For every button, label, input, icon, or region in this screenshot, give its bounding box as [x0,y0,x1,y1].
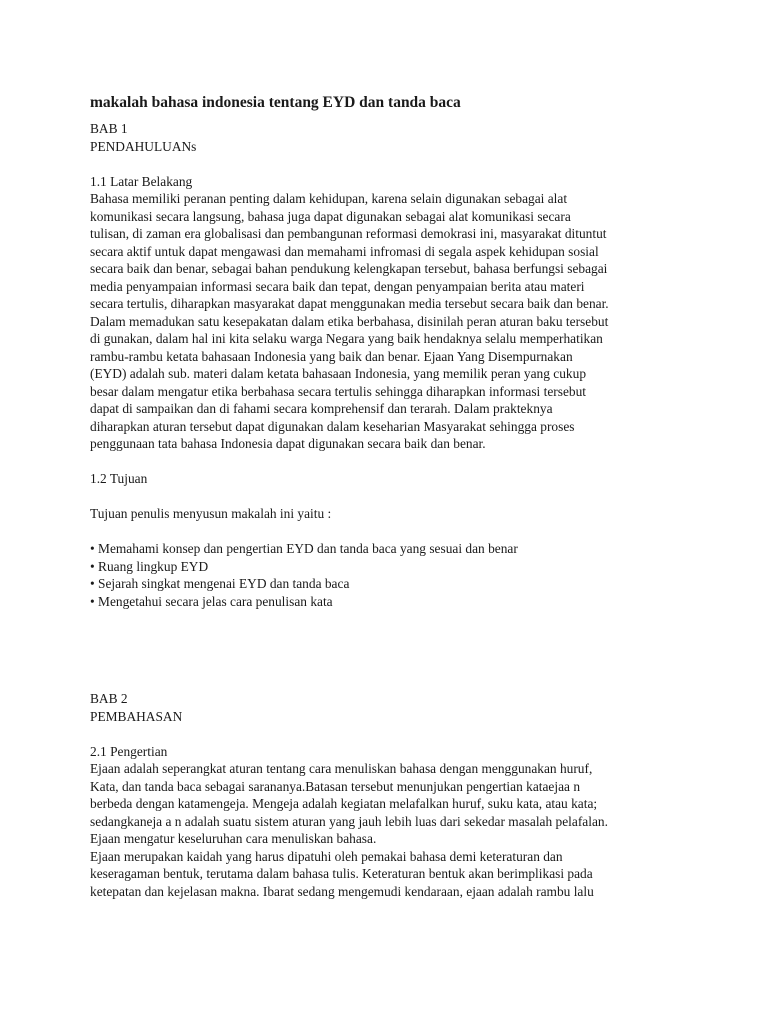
bab1-heading: PENDAHULUANs [90,138,197,154]
spacer [90,725,690,743]
paragraph-line: tulisan, di zaman era globalisasi dan pembangunan reformasi demokrasi ini, masyarakat dituntut [90,226,607,241]
section-1-2-intro: Tujuan penulis menyusun makalah ini yaitu : [90,506,332,521]
paragraph-line: Ejaan merupakan kaidah yang harus dipatuhi oleh pemakai bahasa demi keteraturan dan [90,848,563,864]
spacer [90,610,690,690]
bab1-label: BAB 1 [90,121,128,136]
paragraph-line: dapat di sampaikan dan di fahami secara komprehensif dan terarah. Dalam prakteknya [90,401,553,416]
paragraph-line: Ejaan adalah seperangkat aturan tentang cara menuliskan bahasa dengan menggunakan huruf, [90,761,593,776]
paragraph-line: besar dalam mengatur etika berbahasa secara tertulis sehingga diharapkan informasi tersebut [90,383,586,399]
paragraph-line: media penyampaian informasi secara baik dan tepat, dengan penyampaian berita atau materi [90,278,585,294]
bab2-heading: PEMBAHASAN [90,708,183,724]
section-2-1-body [90,760,690,900]
paragraph-line: ketepatan dan kejelasan makna. Ibarat sedang mengemudi kendaraan, ejaan adalah rambu lalu [90,883,594,899]
spacer [90,155,690,173]
paragraph-line: rambu-rambu ketata bahasaan Indonesia yang baik dan benar. Ejaan Yang Disempurnakan [90,348,573,364]
paragraph-line: komunikasi secara langsung, bahasa juga dapat digunakan sebagai alat komunikasi secara [90,208,571,224]
bullet-item: • Mengetahui secara jelas cara penulisan kata [90,593,333,609]
bullet-item: • Ruang lingkup EYD [90,558,209,574]
paragraph-line: (EYD) adalah sub. materi dalam ketata bahasaan Indonesia, yang memilik peran yang cukup [90,366,587,381]
paragraph-line: sedangkaneja a n adalah suatu sistem aturan yang jauh lebih luas dari sekedar masalah pelafalan. [90,813,608,829]
section-2-1-title: 2.1 Pengertian [90,743,168,759]
section-1-1-title: 1.1 Latar Belakang [90,173,193,189]
document-page [90,92,690,900]
spacer [90,453,690,471]
document-title: makalah bahasa indonesia tentang EYD dan tanda baca [90,94,461,111]
bullet-item: • Memahami konsep dan pengertian EYD dan tanda baca yang sesuai dan benar [90,541,518,556]
bullet-item: • Sejarah singkat mengenai EYD dan tanda baca [90,576,350,591]
tujuan-bullet-list [90,540,690,610]
bab2-label: BAB 2 [90,691,128,706]
paragraph-line: diharapkan aturan tersebut dapat digunakan dalam keseharian Masyarakat sehingga proses [90,418,575,434]
paragraph-line: Ejaan mengatur keseluruhan cara menuliskan bahasa. [90,831,377,846]
paragraph-line: penggunaan tata bahasa Indonesia dapat digunakan secara baik dan benar. [90,436,486,451]
section-1-1-body [90,190,690,453]
paragraph-line: Bahasa memiliki peranan penting dalam kehidupan, karena selain digunakan sebagai alat [90,191,568,206]
paragraph-line: berbeda dengan katamengeja. Mengeja adalah kegiatan melafalkan huruf, suku kata, atau kata; [90,796,598,811]
spacer [90,488,690,506]
paragraph-line: secara aktif untuk dapat mengawasi dan memahami infromasi di segala aspek kehidupan sosial [90,243,599,259]
paragraph-line: keseragaman bentuk, terutama dalam bahasa tulis. Keteraturan bentuk akan berimplikasi pada [90,866,593,881]
paragraph-line: di gunakan, dalam hal ini kita selaku warga Negara yang baik hendaknya selalu memperhatikan [90,331,603,346]
section-1-2-title: 1.2 Tujuan [90,471,148,486]
paragraph-line: Dalam memadukan satu kesepakatan dalam etika berbahasa, disinilah peran aturan baku tersebut [90,313,609,329]
paragraph-line: secara tertulis, diharapkan masyarakat dapat menggunakan media tersebut secara baik dan benar. [90,296,609,311]
paragraph-line: Kata, dan tanda baca sebagai sarananya.Batasan tersebut menunjukan pengertian kataejaa n [90,778,581,794]
paragraph-line: secara baik dan benar, sebagai bahan pendukung kelengkapan tersebut, bahasa berfungsi sebagai [90,261,608,276]
spacer [90,523,690,541]
